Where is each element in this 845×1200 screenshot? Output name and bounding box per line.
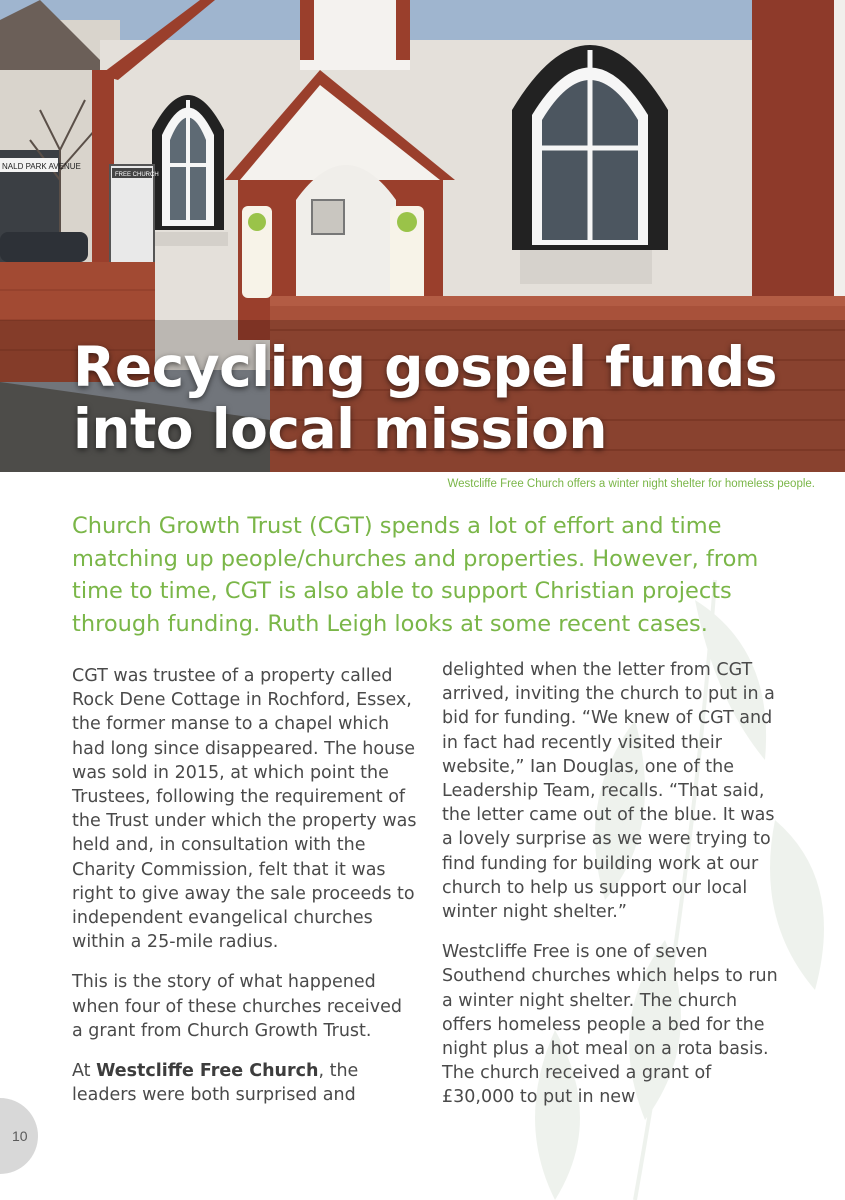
church-name-bold: Westcliffe Free Church — [96, 1061, 319, 1082]
notice-board-sign: FREE CHURCH — [115, 172, 159, 178]
street-sign-text: NALD PARK AVENUE — [2, 162, 81, 171]
right-column — [442, 658, 787, 1126]
article-title — [73, 336, 777, 460]
paragraph: delighted when the letter from CGT arrived, inviting the church to put in a bid for funding. “We knew of CGT and in fact had recently visited their website,” Ian Douglas, one of the Leadership Team, recalls. “That said, the letter came out of the blue. It was a lovely surprise as we were trying to find funding for building work at our church to help us support our local winter night shelter.” — [442, 660, 775, 923]
text-run: , the leaders were both surprised and — [72, 1061, 359, 1106]
text-run: At — [72, 1061, 97, 1082]
page-number: 10 — [12, 1128, 28, 1144]
article-standfirst: Church Growth Trust (CGT) spends a lot of effort and time matching up people/churches and properties. However, from time to time, CGT is also able to support Christian projects through funding. Ruth Leigh looks at some recent cases. — [72, 513, 759, 637]
left-column — [72, 664, 417, 1123]
title-line-1: Recycling gospel funds — [73, 335, 777, 399]
paragraph: This is the story of what happened when four of these churches received a grant from Church Growth Trust. — [72, 972, 402, 1041]
paragraph: Westcliffe Free is one of seven Southend churches which helps to run a winter night shelter. The church offers homeless people a bed for the night plus a hot meal on a rota basis. The church received a grant of £30,000 to put in new — [442, 942, 778, 1108]
title-line-2: into local mission — [73, 397, 608, 461]
page-number-badge — [0, 1098, 38, 1174]
paragraph: CGT was trustee of a property called Rock Dene Cottage in Rochford, Essex, the former manse to a chapel which had long since disappeared. The house was sold in 2015, at which point the Trustees, following the requirement of the Trust under which the property was held and, in consultation with the Charity Commission, felt that it was right to give away the sale proceeds to independent evangelical churches within a 25-mile radius. — [72, 666, 417, 953]
paragraph — [72, 1059, 417, 1107]
hero-photo — [0, 0, 845, 472]
photo-caption: Westcliffe Free Church offers a winter night shelter for homeless people. — [447, 478, 815, 490]
